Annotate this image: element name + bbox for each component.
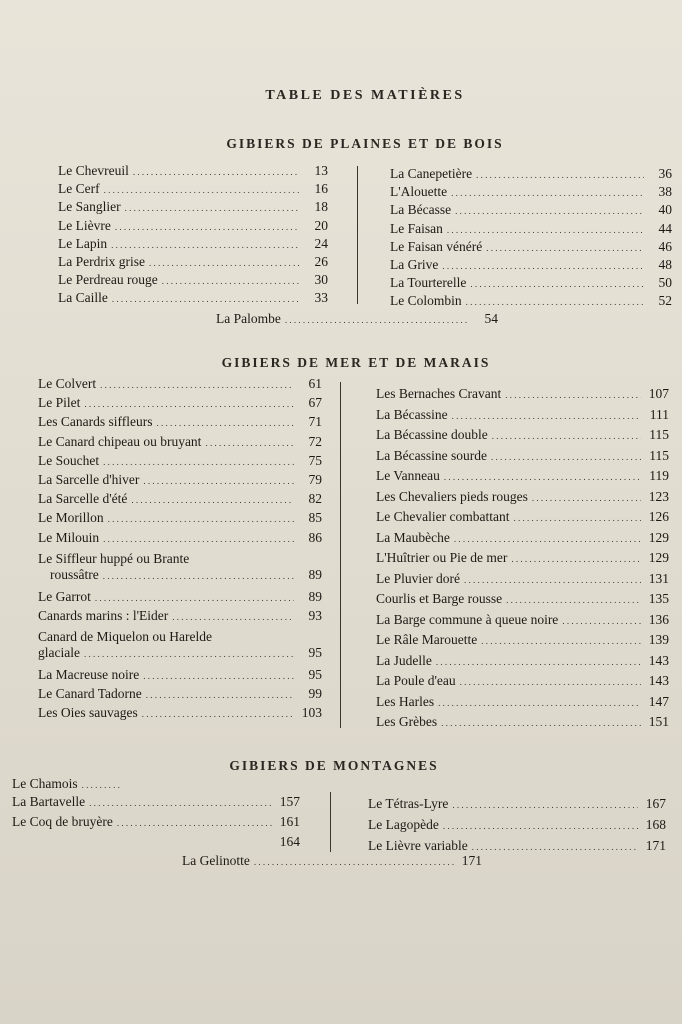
toc-entry xyxy=(38,434,322,453)
entry-page: 161 xyxy=(279,814,300,829)
dot-leader xyxy=(156,414,294,430)
entry-name: Le Milouin xyxy=(38,529,100,545)
dot-leader xyxy=(470,275,644,291)
entry-name: La Sarcelle d'été xyxy=(38,491,128,507)
toc-entry xyxy=(38,491,322,510)
dot-leader xyxy=(142,705,294,721)
entry-name: La Gelinotte xyxy=(182,853,250,868)
entry-page: 89 xyxy=(308,588,322,604)
dot-leader xyxy=(452,796,638,812)
entry-page: 139 xyxy=(648,632,669,647)
entry-name: La Caille xyxy=(58,290,108,306)
entry-name: La Bécassine sourde xyxy=(376,447,487,463)
toc-entry xyxy=(38,686,322,705)
toc-entry xyxy=(390,202,672,220)
dot-leader xyxy=(95,589,294,605)
entry-page: 167 xyxy=(645,796,666,811)
toc-entry xyxy=(376,694,669,715)
dot-leader xyxy=(532,489,641,505)
entry-page: 131 xyxy=(648,570,669,586)
column-divider xyxy=(357,166,358,304)
entry-page: 24 xyxy=(314,235,328,251)
toc-entry xyxy=(376,407,669,428)
toc-entry xyxy=(58,218,328,236)
entry-page: 129 xyxy=(648,550,669,565)
entry-page: 54 xyxy=(484,311,498,326)
dot-leader xyxy=(441,714,641,730)
dot-leader xyxy=(108,510,294,526)
entry-page: 18 xyxy=(314,199,328,215)
entry-page: 129 xyxy=(648,529,669,545)
entry-page: 111 xyxy=(649,406,669,422)
toc-entry xyxy=(38,645,322,662)
section-mer-right-column xyxy=(376,386,669,735)
dot-leader xyxy=(506,591,641,607)
entry-page: 71 xyxy=(308,414,322,430)
dot-leader xyxy=(454,530,641,546)
toc-entry-multiline xyxy=(38,549,322,589)
toc-entry xyxy=(376,489,669,510)
section-montagnes-left-column xyxy=(12,776,300,854)
toc-entry xyxy=(38,589,322,608)
entry-name: Le Lièvre xyxy=(58,217,111,233)
toc-entry xyxy=(390,166,672,184)
section-heading-montagnes: GIBIERS DE MONTAGNES xyxy=(229,758,439,773)
dot-leader xyxy=(115,218,300,234)
entry-name: L'Huîtrier ou Pie de mer xyxy=(376,550,508,565)
entry-name: Le Faisan xyxy=(390,220,443,236)
entry-page: 38 xyxy=(658,184,672,200)
toc-entry xyxy=(368,817,666,838)
dot-leader xyxy=(442,257,644,273)
entry-page: 67 xyxy=(308,395,322,411)
entry-name: Courlis et Barge rousse xyxy=(376,591,503,606)
toc-entry xyxy=(376,468,669,489)
toc-entry xyxy=(58,254,328,272)
entry-name: Le Colvert xyxy=(38,376,97,391)
dot-leader xyxy=(112,290,300,306)
entry-page: 147 xyxy=(648,693,669,709)
toc-entry xyxy=(58,272,328,290)
entry-name: La Bartavelle xyxy=(12,794,86,809)
toc-entry xyxy=(376,386,669,407)
toc-entry xyxy=(390,275,672,293)
entry-name: Le Souchet xyxy=(38,452,100,468)
dot-leader xyxy=(172,608,294,624)
dot-leader xyxy=(89,794,272,810)
toc-entry xyxy=(12,814,300,834)
toc-entry xyxy=(58,181,328,199)
toc-entry xyxy=(390,257,672,275)
entry-page: 85 xyxy=(308,510,322,526)
entry-page: 143 xyxy=(648,652,669,668)
toc-entry xyxy=(58,236,328,254)
toc-entry xyxy=(390,184,672,202)
entry-name: La Canepetière xyxy=(390,166,473,181)
toc-entry xyxy=(368,796,666,817)
column-divider xyxy=(340,382,341,728)
entry-name: Les Harles xyxy=(376,693,435,709)
toc-entry xyxy=(38,608,322,627)
entry-name-line1: Le Siffleur huppé ou Brante xyxy=(38,550,190,566)
toc-entry xyxy=(38,414,322,433)
entry-name: La Tourterelle xyxy=(390,275,467,291)
entry-page: 30 xyxy=(314,272,328,288)
toc-entry xyxy=(38,530,322,549)
entry-name: La Bécasse xyxy=(390,202,452,218)
entry-page: 36 xyxy=(658,166,672,181)
toc-entry xyxy=(376,653,669,674)
entry-page: 44 xyxy=(658,220,672,236)
entry-page: 20 xyxy=(314,217,328,233)
dot-leader xyxy=(513,509,641,525)
toc-entry xyxy=(38,667,322,686)
entry-name-line1: Canard de Miquelon ou Harelde xyxy=(38,629,212,645)
entry-name: glaciale xyxy=(38,645,80,661)
entry-page: 33 xyxy=(314,290,328,306)
entry-name: Le Colombin xyxy=(390,293,462,309)
toc-entry xyxy=(38,567,322,584)
entry-name: Le Perdreau rouge xyxy=(58,272,158,288)
entry-page: 171 xyxy=(461,853,482,868)
dot-leader xyxy=(205,434,294,450)
dot-leader xyxy=(84,395,294,411)
toc-entry xyxy=(376,509,669,530)
entry-name: Le Lagopède xyxy=(368,817,439,832)
entry-name: Le Sanglier xyxy=(58,199,121,215)
entry-page: 26 xyxy=(314,253,328,269)
entry-page: 93 xyxy=(308,607,322,623)
toc-entry xyxy=(376,714,669,735)
dot-leader xyxy=(146,686,294,702)
entry-page: 103 xyxy=(301,705,322,721)
entry-name: Le Tétras-Lyre xyxy=(368,796,449,811)
entry-name: Le Morillon xyxy=(38,510,104,526)
entry-page: 107 xyxy=(648,386,669,401)
dot-leader xyxy=(131,491,294,507)
dot-leader xyxy=(476,166,644,182)
dot-leader xyxy=(466,293,644,309)
toc-entry xyxy=(12,776,300,794)
entry-name: La Bécassine double xyxy=(376,427,488,442)
entry-name: La Maubèche xyxy=(376,529,450,545)
dot-leader xyxy=(452,407,641,423)
dot-leader xyxy=(438,694,641,710)
toc-entry xyxy=(376,550,669,571)
entry-page: 164 xyxy=(279,834,300,849)
entry-page: 61 xyxy=(308,376,322,391)
entry-name: La Bécassine xyxy=(376,406,448,422)
dot-leader xyxy=(133,163,300,179)
entry-name: roussâtre xyxy=(50,566,99,582)
entry-name: Le Canard Tadorne xyxy=(38,686,142,702)
entry-page: 157 xyxy=(279,794,300,809)
dot-leader xyxy=(149,254,300,270)
toc-entry xyxy=(38,453,322,472)
dot-leader xyxy=(143,472,294,488)
dot-leader xyxy=(460,673,641,689)
toc-entry xyxy=(390,293,672,311)
toc-entry xyxy=(38,510,322,529)
dot-leader xyxy=(491,448,641,464)
entry-page: 13 xyxy=(314,163,328,178)
entry-name: La Barge commune à queue noire xyxy=(376,611,559,627)
dot-leader xyxy=(285,311,470,327)
dot-leader xyxy=(143,667,294,683)
section-mer-left-column xyxy=(38,376,322,725)
toc-entry xyxy=(58,199,328,217)
entry-name: La Judelle xyxy=(376,652,432,668)
entry-name: Le Canard chipeau ou bruyant xyxy=(38,433,202,449)
toc-entry xyxy=(376,571,669,592)
toc-entry xyxy=(376,427,669,448)
entry-page: 143 xyxy=(648,673,669,688)
toc-entry xyxy=(38,395,322,414)
entry-name: La Grive xyxy=(390,256,439,272)
entry-page: 16 xyxy=(314,181,328,197)
entry-page: 89 xyxy=(308,566,322,582)
dot-leader xyxy=(103,453,294,469)
toc-entry xyxy=(390,221,672,239)
entry-page: 115 xyxy=(649,427,669,442)
dot-leader xyxy=(511,550,641,566)
entry-page: 151 xyxy=(648,714,669,729)
toc-entry-centered xyxy=(216,311,498,327)
entry-page: 168 xyxy=(645,817,666,832)
entry-page: 82 xyxy=(308,491,322,507)
toc-entry xyxy=(38,376,322,395)
entry-name: Les Chevaliers pieds rouges xyxy=(376,488,528,504)
entry-name: La Poule d'eau xyxy=(376,673,456,688)
entry-page: 79 xyxy=(308,471,322,487)
entry-name: La Perdrix grise xyxy=(58,253,145,269)
dot-leader xyxy=(492,427,641,443)
toc-entry xyxy=(376,673,669,694)
entry-name: Le Pluvier doré xyxy=(376,570,460,586)
dot-leader xyxy=(486,239,644,255)
dot-leader xyxy=(505,386,641,402)
entry-name: Les Oies sauvages xyxy=(38,705,138,721)
toc-entry xyxy=(58,290,328,308)
entry-name: Le Lièvre variable xyxy=(368,838,468,853)
entry-page: 99 xyxy=(308,686,322,702)
dot-leader xyxy=(103,567,294,584)
entry-name: La Macreuse noire xyxy=(38,667,140,683)
toc-entry xyxy=(12,834,300,854)
dot-leader xyxy=(125,199,300,215)
entry-name: Le Chevalier combattant xyxy=(376,509,510,524)
toc-entry xyxy=(38,472,322,491)
toc-entry-centered xyxy=(182,853,482,869)
entry-page: 123 xyxy=(648,488,669,504)
dot-leader xyxy=(481,632,641,648)
dot-leader xyxy=(254,853,454,869)
section-heading-mer: GIBIERS DE MER ET DE MARAIS xyxy=(221,355,491,370)
section-plaines-left-column xyxy=(58,163,328,309)
toc-entry-multiline xyxy=(38,627,322,667)
toc-entry xyxy=(376,591,669,612)
entry-name: Le Râle Marouette xyxy=(376,632,478,647)
entry-page: 50 xyxy=(658,275,672,291)
toc-entry xyxy=(38,705,322,724)
entry-name: Le Coq de bruyère xyxy=(12,814,113,829)
dot-leader xyxy=(84,645,294,662)
dot-leader xyxy=(111,236,300,252)
toc-entry xyxy=(12,794,300,814)
entry-name: Le Vanneau xyxy=(376,468,440,483)
entry-name: Les Canards siffleurs xyxy=(38,414,153,430)
entry-name: Le Garrot xyxy=(38,588,91,604)
entry-page: 135 xyxy=(648,591,669,606)
dot-leader xyxy=(447,221,644,237)
entry-page: 40 xyxy=(658,202,672,218)
entry-name: Les Grèbes xyxy=(376,714,438,729)
dot-leader xyxy=(451,184,644,200)
section-plaines-right-column xyxy=(390,166,672,312)
entry-name: Les Bernaches Cravant xyxy=(376,386,502,401)
toc-entry xyxy=(376,612,669,633)
entry-name: Le Chamois xyxy=(12,776,78,791)
entry-page: 95 xyxy=(308,667,322,683)
entry-page: 171 xyxy=(645,838,666,853)
dot-leader xyxy=(436,653,641,669)
dot-leader xyxy=(472,838,638,854)
entry-page: 95 xyxy=(308,645,322,661)
entry-name: Le Pilet xyxy=(38,395,81,411)
entry-page: 86 xyxy=(308,529,322,545)
entry-name: La Palombe xyxy=(216,311,281,326)
dot-leader xyxy=(444,468,641,484)
entry-name: Le Lapin xyxy=(58,235,108,251)
dot-leader xyxy=(117,814,272,830)
dot-leader xyxy=(104,181,300,197)
toc-entry xyxy=(376,530,669,551)
entry-name: Le Chevreuil xyxy=(58,163,129,178)
entry-page: 48 xyxy=(658,256,672,272)
column-divider xyxy=(330,792,331,852)
dot-leader xyxy=(455,202,644,218)
entry-page: 119 xyxy=(649,468,669,483)
page-title: TABLE DES MATIÈRES xyxy=(265,88,465,103)
toc-entry xyxy=(58,163,328,181)
entry-page: 115 xyxy=(649,447,669,463)
entry-name: L'Alouette xyxy=(390,184,448,200)
entry-page: 72 xyxy=(308,433,322,449)
toc-entry xyxy=(376,448,669,469)
entry-page: 75 xyxy=(308,452,322,468)
section-montagnes-right-column xyxy=(368,796,666,859)
dot-leader xyxy=(103,530,294,546)
entry-name: La Sarcelle d'hiver xyxy=(38,471,140,487)
entry-page: 136 xyxy=(648,611,669,627)
toc-entry xyxy=(390,239,672,257)
dot-leader xyxy=(562,612,641,628)
entry-name: Le Faisan vénéré xyxy=(390,238,483,254)
entry-name: Canards marins : l'Eider xyxy=(38,607,169,623)
entry-page: 46 xyxy=(658,238,672,254)
section-heading-plaines: GIBIERS DE PLAINES ET DE BOIS xyxy=(226,136,504,151)
dot-leader xyxy=(82,776,122,792)
entry-name: Le Cerf xyxy=(58,181,100,197)
entry-page: 126 xyxy=(648,509,669,524)
entry-page: 52 xyxy=(658,293,672,309)
toc-entry xyxy=(376,632,669,653)
dot-leader xyxy=(162,272,300,288)
dot-leader xyxy=(443,817,638,833)
dot-leader xyxy=(100,376,294,392)
dot-leader xyxy=(464,571,641,587)
